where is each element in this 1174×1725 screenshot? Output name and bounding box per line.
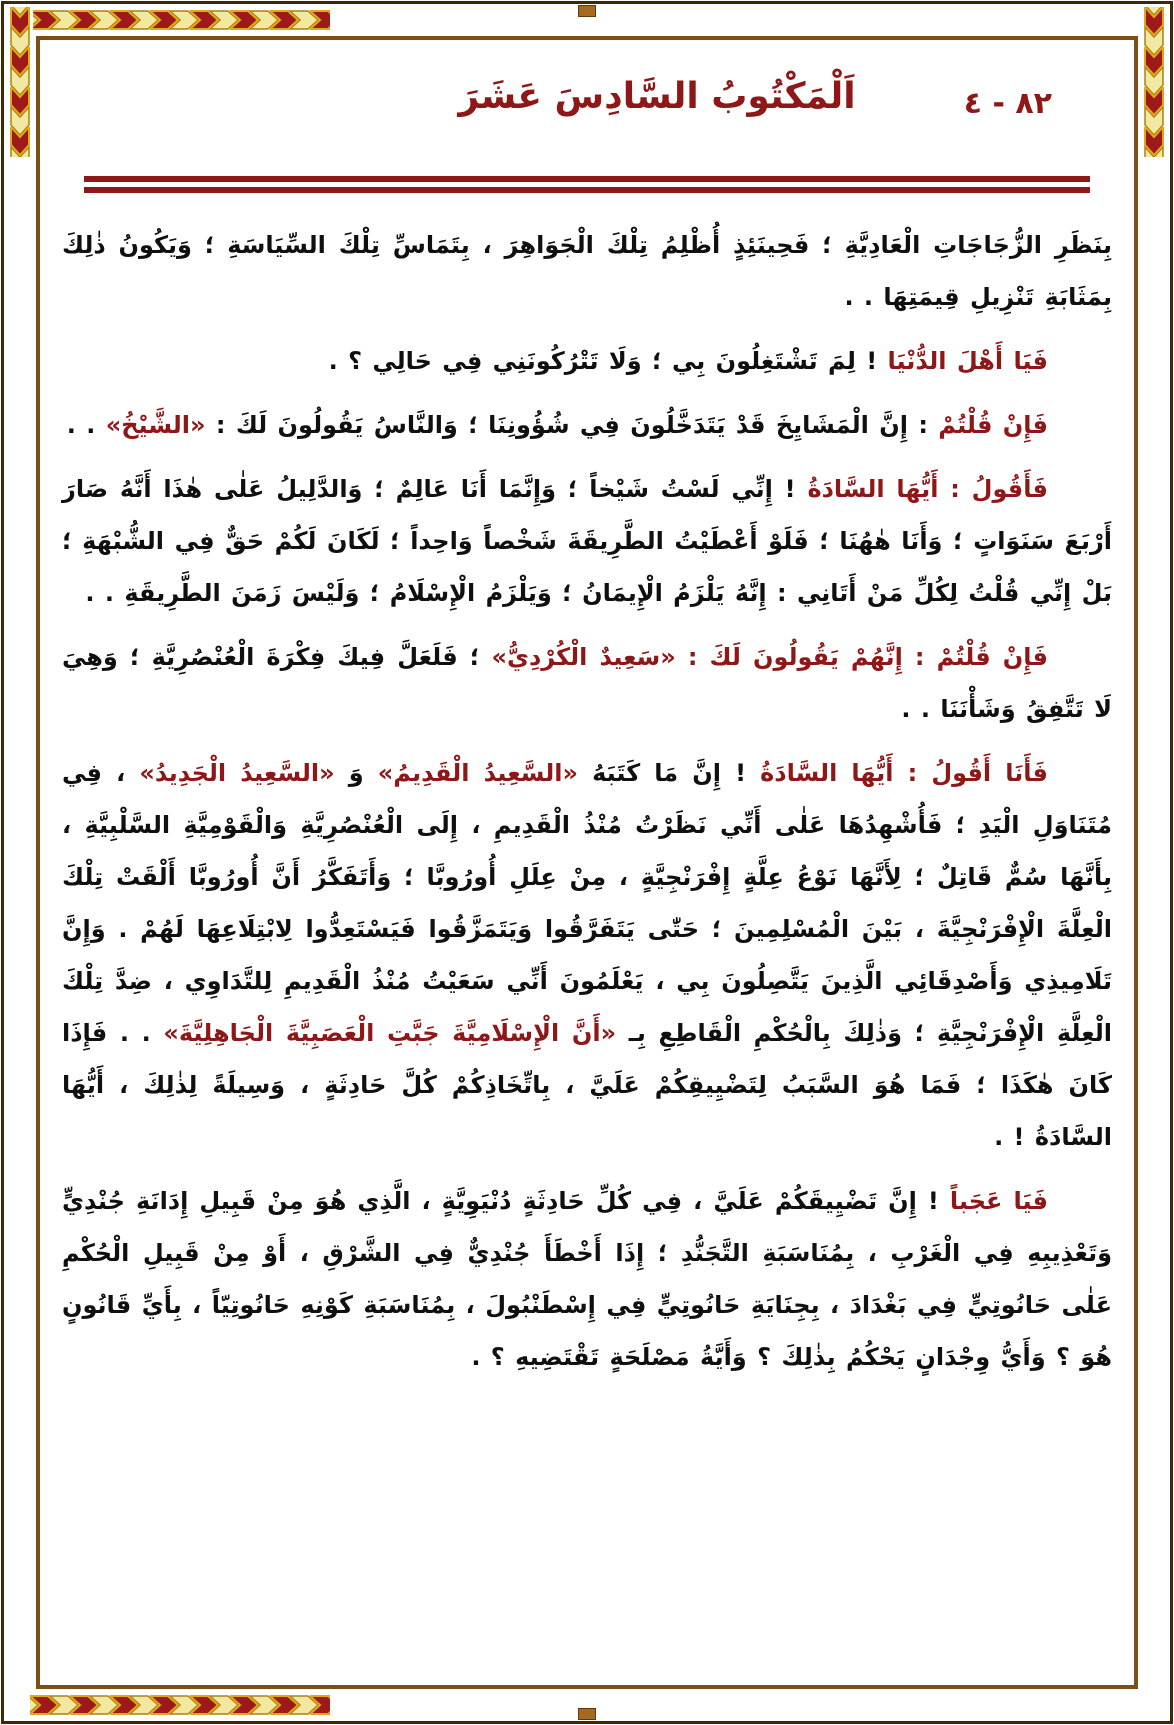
body-text-segment: : إِنَّ الْمَشَايِخَ قَدْ يَتَدَخَّلُونَ فِي شُؤُونِنَا ؛ وَالنَّاسُ يَقُولُونَ لَكَ : <box>205 411 939 439</box>
emphasis-red-text: فَأَقُولُ : أَيُّهَا السَّادَةُ <box>807 475 1048 503</box>
body-text-segment: ! لِمَ تَشْتَغِلُونَ بِي ؛ وَلَا تَتْرُكُونَنِي فِي حَالِي ؟ . <box>328 347 888 375</box>
emphasis-red-text: فَإِنْ قُلْتُمْ : إِنَّهُمْ يَقُولُونَ لَكَ : «سَعِيدٌ الْكُرْدِيُّ» <box>491 643 1048 671</box>
ornament-border-bottom <box>30 1692 330 1718</box>
body-text-segment: . . فَإِذَا كَانَ هٰكَذَا ؛ فَمَا هُوَ السَّبَبُ لِتَضْيِيقِكُمْ عَلَيَّ ، بِاتِّخَاذِكُمْ كُلَّ حَادِثَةٍ ، وَسِيلَةً لِذٰلِكَ ، أَيُّهَا السَّادَةُ ! . <box>62 1019 1112 1151</box>
body-text-segment: ؛ فَلَعَلَّ فِيكَ فِكْرَةَ الْعُنْصُرِيَّةِ ؛ وَهِيَ لَا تَتَّفِقُ وَشَأْنَنَا . . <box>62 643 1112 723</box>
emphasis-red-text: «الشَّيْخُ» <box>105 411 206 439</box>
border-center-tab-bottom <box>578 1708 596 1720</box>
paragraph <box>62 219 1112 323</box>
paragraph <box>62 463 1112 619</box>
body-text-segment: ! إِنِّي لَسْتُ شَيْخاً ؛ وَإِنَّمَا أَنَا عَالِمٌ ؛ وَالدَّلِيلُ عَلٰى هٰذَا أَنَّهُ صَارَ أَرْبَعَ سَنَوَاتٍ ؛ وَأَنَا هٰهُنَا ؛ فَلَوْ أَعْطَيْتُ الطَّرِيقَةَ شَخْصاً وَاحِداً ؛ لَكَانَ لَكُمْ حَقٌّ فِي الشُّبْهَةِ ؛ بَلْ إِنِّي قُلْتُ لِكُلِّ مَنْ أَتَانِي : إِنَّهُ يَلْزَمُ الْإِيمَانُ ؛ وَيَلْزَمُ الْإِسْلَامُ ؛ وَلَيْسَ زَمَنَ الطَّرِيقَةِ . . <box>62 475 1112 607</box>
emphasis-red-text: «السَّعِيدُ الْقَدِيمُ» <box>377 759 578 787</box>
paragraph <box>62 747 1112 1163</box>
emphasis-red-text: «أَنَّ الْإِسْلَامِيَّةَ جَبَّتِ الْعَصَبِيَّةَ الْجَاهِلِيَّةَ» <box>163 1019 617 1047</box>
body-text-segment: . . <box>66 411 106 439</box>
body-text-segment: ! إِنَّ مَا كَتَبَهُ <box>577 759 761 787</box>
emphasis-red-text: «السَّعِيدُ الْجَدِيدُ» <box>139 759 335 787</box>
body-text-segment: بِنَظَرِ الزُّجَاجَاتِ الْعَادِيَّةِ ؛ فَحِينَئِذٍ أُظْلِمُ تِلْكَ الْجَوَاهِرَ ، بِتَمَاسِّ تِلْكَ السِّيَاسَةِ ؛ وَيَكُونُ ذٰلِكَ بِمَثَابَةِ تَنْزِيلِ قِيمَتِهَا . . <box>62 231 1112 311</box>
body-text-segment: ، فِي مُتَنَاوَلِ الْيَدِ ؛ فَأُشْهِدُهَا عَلٰى أَنِّي نَظَرْتُ مُنْذُ الْقَدِيمِ ، إِلَى الْعُنْصُرِيَّةِ وَالْقَوْمِيَّةِ السَّلْبِيَّةِ ، بِأَنَّهَا سُمٌّ قَاتِلٌ ؛ لِأَنَّهَا نَوْعُ عِلَّةٍ إِفْرَنْجِيَّةٍ ، مِنْ عِلَلِ أُورُوبَّا ؛ وَأَتَفَكَّرُ أَنَّ أُورُوبَّا أَلْقَتْ تِلْكَ الْعِلَّةَ الْإِفْرَنْجِيَّةَ ، بَيْنَ الْمُسْلِمِينَ ؛ حَتّٰى يَتَفَرَّقُوا وَيَتَمَزَّقُوا فَيَسْتَعِدُّوا لِابْتِلَاعِهَا لَهُمْ . وَإِنَّ تَلَامِيذِي وَأَصْدِقَائِي الَّذِينَ يَتَّصِلُونَ بِي ، يَعْلَمُونَ أَنِّي سَعَيْتُ مُنْذُ الْقَدِيمِ لِلتَّدَاوِي ، ضِدَّ تِلْكَ الْعِلَّةِ الْإِفْرَنْجِيَّةِ ؛ وَذٰلِكَ بِالْحُكْمِ الْقَاطِعِ بِـ <box>62 759 1112 1047</box>
ornament-border-left <box>7 7 33 157</box>
paragraph <box>62 631 1112 735</box>
page-number: ٨٢ - ٤ <box>963 86 1052 121</box>
emphasis-red-text: فَإِنْ قُلْتُمْ <box>938 411 1048 439</box>
body-text <box>56 219 1118 1395</box>
ornament-border-right <box>1141 7 1167 157</box>
emphasis-red-text: فَأَنَا أَقُولُ : أَيُّهَا السَّادَةُ <box>760 759 1048 787</box>
title-divider-rule <box>84 176 1090 193</box>
border-center-tab-top <box>578 5 596 17</box>
paragraph <box>62 1175 1112 1383</box>
body-text-segment: وَ <box>334 759 378 787</box>
page-title: اَلْمَكْتُوبُ السَّادِسَ عَشَرَ <box>458 76 856 117</box>
paragraph <box>62 335 1112 387</box>
page-content <box>56 46 1118 1679</box>
page-header <box>56 46 1118 162</box>
ornament-border-top <box>30 7 330 33</box>
body-text-segment: ! إِنَّ تَضْيِيقَكُمْ عَلَيَّ ، فِي كُلِّ حَادِثَةٍ دُنْيَوِيَّةٍ ، الَّذِي هُوَ مِنْ قَبِيلِ إِدَانَةِ جُنْدِيٍّ وَتَعْذِيبِهِ فِي الْغَرْبِ ، بِمُنَاسَبَةِ التَّجَنُّدِ ؛ إِذَا أَخْطَأَ جُنْدِيٌّ فِي الشَّرْقِ ، أَوْ مِنْ قَبِيلِ الْحُكْمِ عَلٰى حَانُوتِيٍّ فِي بَغْدَادَ ، بِجِنَايَةِ حَانُوتِيٍّ فِي إِسْطَنْبُولَ ، بِمُنَاسَبَةِ كَوْنِهِ حَانُوتِيّاً ، بِأَيِّ قَانُونٍ هُوَ ؟ وَأَيُّ وِجْدَانٍ يَحْكُمُ بِذٰلِكَ ؟ وَأَيَّةُ مَصْلَحَةٍ تَقْتَضِيهِ ؟ . <box>62 1187 1112 1371</box>
paragraph <box>62 399 1112 451</box>
emphasis-red-text: فَيَا أَهْلَ الدُّنْيَا <box>887 347 1048 375</box>
emphasis-red-text: فَيَا عَجَباً <box>949 1187 1048 1215</box>
